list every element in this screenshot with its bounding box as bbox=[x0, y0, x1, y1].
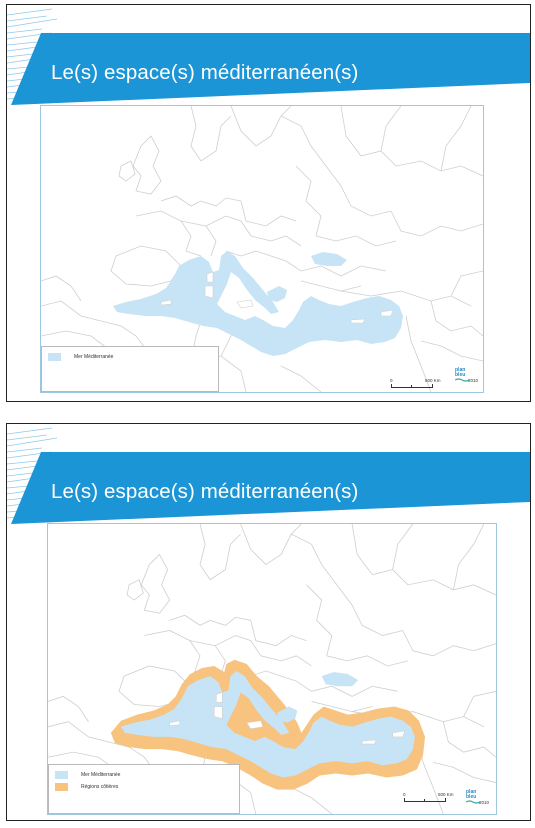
map-legend bbox=[41, 346, 219, 392]
slide-title: Le(s) espace(s) méditerranéen(s) bbox=[51, 480, 359, 503]
legend-swatch-sea bbox=[55, 771, 68, 779]
slide-title: Le(s) espace(s) méditerranéen(s) bbox=[51, 61, 359, 84]
scale-zero-label: 0 bbox=[390, 378, 393, 383]
scale-bar bbox=[391, 378, 441, 392]
scale-bar bbox=[404, 792, 454, 806]
plan-bleu-logo: plan bleu 2010 bbox=[466, 789, 490, 805]
slide-1 bbox=[6, 4, 531, 402]
slide-2 bbox=[6, 423, 531, 821]
scale-end-label: 500 Km bbox=[438, 792, 454, 797]
scale-end-label: 500 Km bbox=[425, 378, 441, 383]
scale-zero-label: 0 bbox=[403, 792, 406, 797]
legend-label: Mer Méditerranée bbox=[81, 772, 121, 778]
legend-label: Régions côtières bbox=[81, 784, 119, 790]
legend-swatch-coast bbox=[55, 783, 68, 791]
legend-swatch-sea bbox=[48, 353, 61, 361]
plan-bleu-logo: plan bleu 2010 bbox=[455, 367, 479, 383]
logo-year: 2010 bbox=[468, 378, 479, 383]
map-frame bbox=[47, 523, 497, 815]
map-frame bbox=[40, 105, 484, 393]
legend-label: Mer Méditerranée bbox=[74, 354, 114, 360]
logo-year: 2010 bbox=[479, 800, 490, 805]
map-legend bbox=[48, 764, 240, 814]
